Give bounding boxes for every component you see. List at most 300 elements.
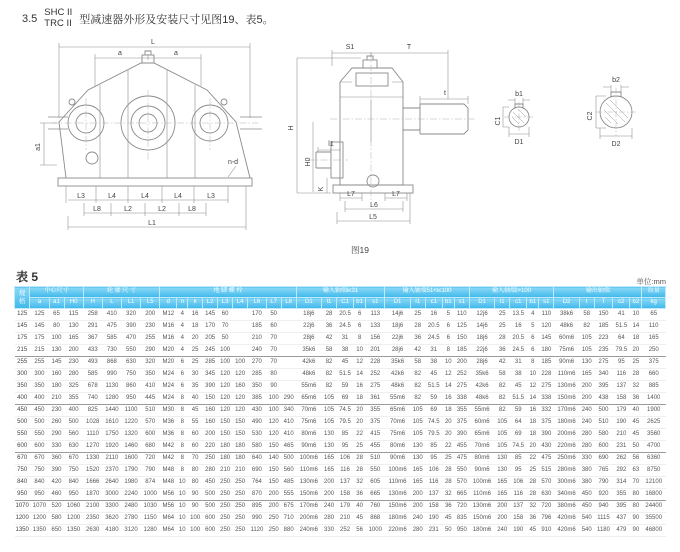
table-cell: 580 [248,441,267,453]
gearbox-front-view [316,56,468,193]
table-cell [233,333,248,345]
table-cell: 58 [495,369,510,381]
table-cell: 250 [266,525,281,537]
table-cell: 80 [630,489,642,501]
table-cell: 137 [613,381,630,393]
table-cell: 14 [527,393,539,405]
table-cell: 59 [337,381,354,393]
table-cell: 390 [49,465,64,477]
table-cell: 14 [442,381,454,393]
column-header: n [177,298,188,309]
table-cell: 137 [337,477,354,489]
table-cell: 150 [218,429,233,441]
table-cell: 18j6 [296,309,321,321]
table-cell: 868 [366,513,385,525]
table-cell: 560 [64,429,83,441]
table-cell: 82 [410,369,425,381]
table-cell: 185 [454,345,469,357]
table-cell: 70 [266,345,281,357]
table-cell: 58 [579,309,594,321]
table-cell: 920 [594,489,613,501]
table-cell: 320 [121,309,140,321]
spec-cell: 450 [15,405,30,417]
table-cell [281,345,296,357]
table-cell: 45 [354,513,366,525]
table-cell: 515 [539,465,554,477]
table-cell: 325 [64,381,83,393]
table-cell: 120 [233,405,248,417]
table-cell: 1220 [121,417,140,429]
table-cell: 235 [594,345,613,357]
table-cell: 4 [177,333,188,345]
spec-cell: 750 [15,465,30,477]
group-header: 质量 [642,287,666,298]
spec-cell: 145 [15,321,30,333]
table-cell: 28j6 [385,345,410,357]
table-cell: 8 [177,405,188,417]
table-cell: 367 [83,333,102,345]
table-cell: 32 [630,381,642,393]
table-cell [233,309,248,321]
table-cell: 130m6 [385,489,410,501]
group-header: 输入轴端i≤31 [296,287,385,298]
table-cell: 275 [454,381,469,393]
table-cell: 10 [177,477,188,489]
table-cell: 36 [495,345,510,357]
table-cell: 280 [64,369,83,381]
table-cell: 160 [203,417,218,429]
dimension-lines-left [40,43,250,230]
table-cell: 223 [594,333,613,345]
table-cell: 125 [30,309,49,321]
table-cell: 130 [64,321,83,333]
table-cell: 10 [630,309,642,321]
table-cell: 16 [188,309,203,321]
table-cell: 106 [337,453,354,465]
table-cell: 8 [177,393,188,405]
table-cell: 200m6 [296,513,321,525]
spec-cell: 1200 [15,513,30,525]
dim-L5: L5 [369,214,377,221]
table-cell: 18 [188,321,203,333]
table-cell: 255 [30,357,49,369]
table-cell: 420 [49,477,64,489]
table-cell: 28 [354,453,366,465]
column-header: L7 [266,298,281,309]
table-cell: 133 [366,321,385,333]
table-cell: 63 [630,465,642,477]
table-cell: 70 [188,453,203,465]
table-cell: 180 [539,345,554,357]
table-cell: 150 [266,465,281,477]
table-cell: 720 [539,501,554,513]
table-cell: M36 [160,429,177,441]
table-cell: 201 [366,345,385,357]
table-cell: 245 [203,345,218,357]
table-cell [233,321,248,333]
table-cell: 1350 [30,525,49,537]
table-cell: 200 [454,357,469,369]
table-cell: 130m6 [296,477,321,489]
table-cell: M56 [160,501,177,513]
table-cell: 42 [495,357,510,369]
table-row [15,477,666,489]
table-cell: 20.5 [425,321,442,333]
table-cell: 600 [30,441,49,453]
table-cell: 170m6 [554,405,579,417]
table-cell: 415 [366,429,385,441]
table-cell: 314 [613,477,630,489]
table-cell: M16 [160,333,177,345]
table-cell: 90 [188,501,203,513]
table-cell: 16 [442,393,454,405]
table-cell: 2640 [102,477,121,489]
table-cell: 80m6 [296,429,321,441]
table-row [15,309,666,321]
table-cell: 20 [442,417,454,429]
table-cell: 25 [527,465,539,477]
table-cell: 55m6 [385,393,410,405]
table-cell: 20.5 [337,309,354,321]
table-cell: 580 [594,429,613,441]
table-cell: 420m6 [554,513,579,525]
table-cell: 231 [425,525,442,537]
table-cell: 20 [527,441,539,453]
table-cell: 60 [188,429,203,441]
table-cell: 200 [322,489,337,501]
table-row [15,465,666,477]
table-cell: 70m6 [385,417,410,429]
table-cell: 380 [579,465,594,477]
table-cell: 231 [613,441,630,453]
table-cell: 1790 [121,465,140,477]
table-cell: 25 [495,309,510,321]
table-cell: 252 [454,369,469,381]
table-cell: 50 [266,309,281,321]
table-cell: 385 [248,393,267,405]
table-cell: 113 [366,309,385,321]
table-cell: 80m6 [469,453,494,465]
table-cell: 1980 [121,477,140,489]
column-header: D1 [385,298,410,309]
table-cell: 345 [203,369,218,381]
column-header: L3 [218,298,233,309]
table-cell: 38 [425,357,442,369]
table-cell: 285 [203,357,218,369]
table-cell: 228 [539,369,554,381]
table-cell: 150 [233,417,248,429]
table-cell: 2480 [121,501,140,513]
section-title [22,8,274,30]
table-cell: 2370 [102,465,121,477]
table-cell: 6 [442,333,454,345]
column-header: L1 [121,298,140,309]
table-cell: 640 [248,453,267,465]
table-cell: 340 [594,369,613,381]
table-cell: 82 [322,369,337,381]
dim-S1: S1 [345,44,355,51]
table-cell: 250m6 [554,453,579,465]
table-cell: M64 [160,525,177,537]
table-cell: 332 [539,405,554,417]
table-cell: 105 [495,429,510,441]
group-header: 中心尺寸 [30,287,83,298]
table-cell: 28 [354,465,366,477]
table-row [15,393,666,405]
table-cell: 4 [177,345,188,357]
table-cell: 290 [141,345,160,357]
table-cell: 22j6 [469,345,494,357]
table-cell: 12 [527,381,539,393]
dim-L7-right: L7 [392,191,400,198]
table-cell: 45 [510,381,527,393]
table-cell: 185 [248,321,267,333]
table-cell: 210 [49,393,64,405]
table-cell: 3560 [642,429,666,441]
table-cell: 130 [322,441,337,453]
table-cell: 18 [354,393,366,405]
table-cell: 105 [579,333,594,345]
table-cell: 630 [121,357,140,369]
table-cell: 275 [366,381,385,393]
table-cell: M20 [160,357,177,369]
table-cell: 255 [141,333,160,345]
table-cell: 690 [594,453,613,465]
table-cell: 150 [218,417,233,429]
table-cell: 130 [495,453,510,465]
dimension-labels-sections [495,77,621,148]
table-cell: 600 [594,441,613,453]
table-cell: 750 [121,369,140,381]
table-cell: 410 [141,381,160,393]
column-header: a [30,298,49,309]
table-cell: 1520 [83,465,102,477]
table-cell: 250 [233,489,248,501]
table-cell: 885 [642,381,666,393]
table-cell: 375 [642,357,666,369]
table-cell: 1400 [642,393,666,405]
table-cell: 250 [233,501,248,513]
table-cell: 8 [177,465,188,477]
table-cell: 70 [266,357,281,369]
table-cell: 16 [425,309,442,321]
table-cell: 116 [613,369,630,381]
table-cell: 150m6 [296,489,321,501]
dim-H0: H0 [305,157,312,167]
dim-C2: C2 [587,111,594,121]
table-cell: 678 [83,381,102,393]
table-cell: 4 [527,309,539,321]
table-row [15,345,666,357]
table-cell: 230 [64,357,83,369]
table-cell: 31 [510,357,527,369]
table-cell: 50 [442,525,454,537]
table-cell: 210 [218,465,233,477]
table-cell: 64 [510,417,527,429]
table-cell: 500 [281,453,296,465]
table-cell: 2100 [83,501,102,513]
table-cell: M24 [160,393,177,405]
table-cell: 90m6 [469,465,494,477]
table-cell: 59 [425,393,442,405]
table-cell: 1200 [64,513,83,525]
table-cell: 650 [49,525,64,537]
table-cell: 20 [442,429,454,441]
table-cell: 4 [177,321,188,333]
dim-L1: L1 [148,220,156,227]
table-cell: 290 [49,429,64,441]
table-cell: 45 [630,417,642,429]
table-cell: M56 [160,489,177,501]
table-cell: 990 [102,369,121,381]
column-header: D2 [554,298,579,309]
table-row [15,489,666,501]
table-cell: 338 [539,393,554,405]
table-cell: 10 [177,489,188,501]
table-cell: 158 [510,513,527,525]
table-cell: 3000 [102,489,121,501]
table-cell: 540 [579,513,594,525]
table-cell: 210 [613,429,630,441]
table-cell: 120 [218,405,233,417]
table-cell: 158 [425,501,442,513]
table-cell: 200 [495,513,510,525]
table-cell: 400 [64,405,83,417]
table-cell: 3300 [102,501,121,513]
column-header: s1 [366,298,385,309]
table-cell: 292 [613,465,630,477]
table-cell: 6 [177,369,188,381]
table-cell: 455 [366,441,385,453]
table-cell: 200 [64,345,83,357]
table-cell: 252 [366,369,385,381]
table-cell: 130 [49,345,64,357]
dim-n-d: n-d [227,159,239,166]
table-cell: 110m6 [469,489,494,501]
table-cell: 8 [177,429,188,441]
group-header: 输出轴端 [554,287,642,298]
table-cell: 106 [510,477,527,489]
table-row [15,369,666,381]
table-cell: 1130 [102,381,121,393]
column-header: s1 [539,298,554,309]
table-cell: 330 [49,441,64,453]
table-cell: 106 [425,465,442,477]
table-cell: 825 [83,405,102,417]
table-cell: 105 [322,393,337,405]
table-cell: 185 [539,357,554,369]
table-cell: 65m6 [385,405,410,417]
column-header: l1 [410,298,425,309]
column-header: L8 [281,298,296,309]
table-cell: 230 [141,321,160,333]
table-row [15,453,666,465]
column-header: a1 [49,298,64,309]
table-cell: 165 [642,333,666,345]
dim-L4-1: L4 [108,193,116,200]
table-cell: 355 [454,405,469,417]
table-cell: 500 [203,489,218,501]
table-cell: 24.5 [337,321,354,333]
column-header: s1 [454,298,469,309]
table-cell: 250 [218,477,233,489]
table-cell: 868 [102,357,121,369]
dim-L2-right: L2 [158,206,166,213]
table-cell: 55 [188,417,203,429]
table-cell: 940 [594,501,613,513]
table-cell: 85 [425,441,442,453]
table-cell: 22j6 [385,333,410,345]
table-cell: 158 [337,489,354,501]
table-cell: 130 [579,357,594,369]
table-cell: 160 [49,369,64,381]
table-cell: 65m6 [469,429,494,441]
table-cell: 79.5 [425,429,442,441]
table-cell: 36 [527,513,539,525]
table-cell: 200 [203,429,218,441]
table-row [15,501,666,513]
table-cell: 45 [442,513,454,525]
table-cell: 60 [266,321,281,333]
table-cell: 260 [49,417,64,429]
table-cell: 18 [442,405,454,417]
table-cell: 605 [366,477,385,489]
table-cell: 80 [630,501,642,513]
table-cell: 105 [410,405,425,417]
table-cell: 59 [510,405,527,417]
table-cell: 455 [454,441,469,453]
table-cell: 25 [354,441,366,453]
table-cell: 18 [527,417,539,429]
table-cell: 4180 [102,525,121,537]
table-cell: 100 [188,525,203,537]
table-cell: 291 [83,321,102,333]
table-cell: 1115 [594,513,613,525]
table-cell: M24 [160,369,177,381]
table-cell: M36 [160,417,177,429]
table-cell: 70 [630,477,642,489]
table-cell: 120 [218,381,233,393]
table-cell: 115 [64,309,83,321]
table-cell: 8 [442,345,454,357]
table-cell: 105 [495,441,510,453]
spec-cell: 255 [15,357,30,369]
table-cell: 338 [454,393,469,405]
table-cell: 150m6 [469,513,494,525]
table-cell: 200 [322,477,337,489]
column-header: L2 [203,298,218,309]
table-cell: 100m6 [296,453,321,465]
table-cell: 55m6 [296,381,321,393]
table-cell: 8 [177,453,188,465]
table-cell: 150 [203,393,218,405]
table-cell: 180m6 [554,417,579,429]
centerlines-sections [504,88,636,136]
table-cell: 70 [266,333,281,345]
table-row [15,357,666,369]
table-cell: 150 [266,441,281,453]
table-cell: 465 [281,441,296,453]
table-cell: M48 [160,477,177,489]
table-cell: 1070 [30,501,49,513]
spec-cell: 670 [15,453,30,465]
table-cell: 750 [30,465,49,477]
table-cell: 58 [322,345,337,357]
group-header: 输入轴端i>100 [469,287,554,298]
column-header: c2 [613,298,630,309]
table-cell: 116 [337,465,354,477]
table-cell: 220 [203,441,218,453]
